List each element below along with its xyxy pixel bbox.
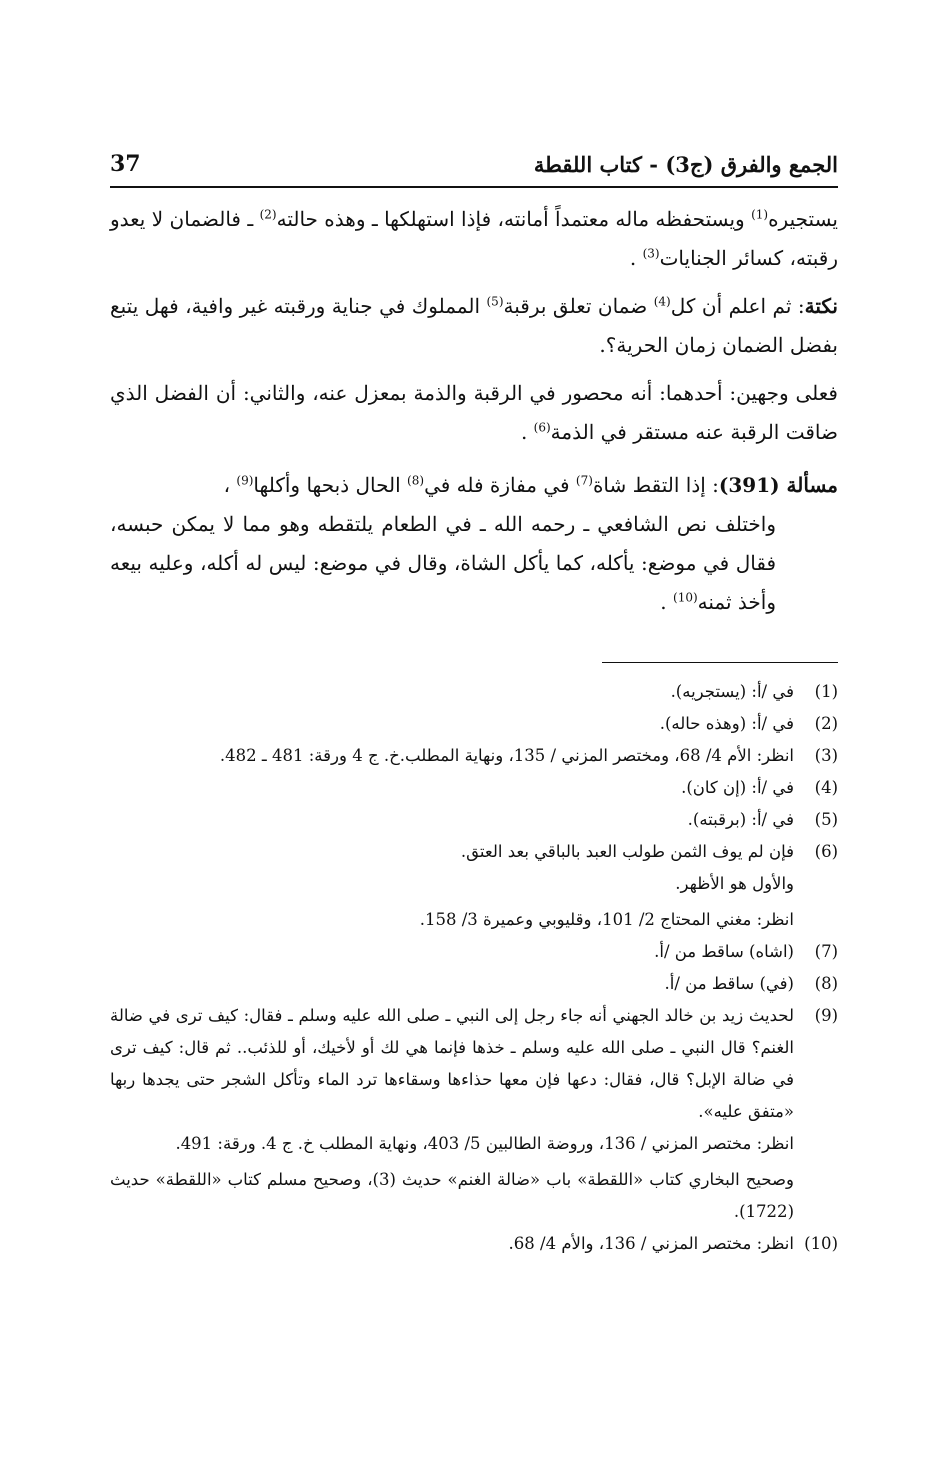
- page-header: [110, 144, 838, 184]
- book-page: [110, 0, 838, 1477]
- footnote-number: (5): [814, 810, 838, 829]
- page-number: 37: [110, 151, 141, 177]
- paragraph-3: [110, 374, 838, 452]
- paragraph-1: [110, 200, 838, 278]
- text-run: ويستحفظه ماله معتمداً أمانته، فإذا استهلكها ـ وهذه حالته: [276, 207, 752, 231]
- issue-391: [110, 466, 838, 622]
- text-run: .: [629, 246, 643, 270]
- footnote-number: (8): [814, 974, 838, 993]
- footnote-ref-8: (8): [407, 473, 425, 488]
- footnote-text: [110, 804, 794, 836]
- text-run: الحال ذبحها وأكلها: [253, 473, 408, 497]
- footnote-number: (9): [814, 1006, 838, 1025]
- footnote-number: (10): [804, 1234, 838, 1253]
- footnote-line: لحديث زيد بن خالد الجهني أنه جاء رجل إلى النبي ـ صلى الله عليه وسلم ـ فقال: كيف ترى في ضالة الغنم؟ قال النبي ـ صلى الله عليه وسلم ـ خذها فإنما هي لك أو لأخيك، أو للذئب.. ثم قال: كيف ترى في ضالة الإبل؟ قال، فقال: دعها فإن معها حذاءها وسقاءها ترد الماء وتأكل الشجر حتى يجدها ربها «متفق عليه».: [110, 1006, 794, 1121]
- text-run: واختلف نص الشافعي ـ رحمه الله ـ في الطعام يلتقطه وهو مما لا يمكن حبسه، فقال في موضع: يأكله، كما يأكل الشاة، وقال في موضع: ليس له أكله، وعليه بيعه وأخذ ثمنه: [110, 512, 776, 614]
- text-run: يستجيره: [768, 207, 838, 231]
- footnote-line: انظر: مغني المحتاج 2/ 101، وقليوبي وعميرة 3/ 158.: [419, 910, 794, 929]
- footnote-text: [110, 836, 794, 936]
- issue-label: مسألة (391): [718, 473, 838, 497]
- footnote-10: [110, 1228, 838, 1260]
- footnote-line: في /أ: (إن كان).: [681, 778, 794, 797]
- text-run: فعلى وجهين: أحدهما: أنه محصور في الرقبة والذمة بمعزل عنه، والثاني: أن الفضل الذي ضاقت الرقبة عنه مستقر في الذمة: [110, 381, 838, 444]
- footnote-text: [110, 1000, 794, 1228]
- text-run: ،: [223, 473, 237, 497]
- footnote-1: [110, 676, 838, 708]
- footnote-ref-10: (10): [673, 590, 698, 605]
- footnote-line: (اشاه) ساقط من /أ.: [654, 942, 794, 961]
- running-title: الجمع والفرق (ج3) - كتاب اللقطة: [533, 151, 838, 177]
- paragraph-2: [110, 287, 838, 365]
- footnote-4: [110, 772, 838, 804]
- main-text: [110, 200, 838, 631]
- footnote-7: [110, 936, 838, 968]
- footnote-ref-3: (3): [642, 246, 660, 261]
- footnote-5: [110, 804, 838, 836]
- footnote-text: [110, 968, 794, 1000]
- footnote-line: (في) ساقط من /أ.: [664, 974, 794, 993]
- footnote-number: (2): [814, 714, 838, 733]
- footnote-line: انظر: مختصر المزني / 136، والأم 4/ 68.: [508, 1234, 794, 1253]
- footnote-2: [110, 708, 838, 740]
- footnote-text: [110, 936, 794, 968]
- text-run: المملوك في جناية ورقبته غير وافية، فهل يتبع بفضل الضمان زمان الحرية؟.: [110, 294, 838, 357]
- footnote-ref-7: (7): [575, 473, 593, 488]
- text-run: ـ فالضمان لا يعدو رقبته، كسائر الجنايات: [110, 207, 838, 270]
- text-run: .: [660, 590, 674, 614]
- footnote-text: [110, 1228, 794, 1260]
- footnote-ref-6: (6): [533, 420, 551, 435]
- footnote-3: [110, 740, 838, 772]
- footnote-ref-9: (9): [236, 473, 254, 488]
- footnote-line: في /أ: (يستجريه).: [670, 682, 794, 701]
- issue-continuation: [110, 505, 838, 622]
- footnote-line: وصحيح البخاري كتاب «اللقطة» باب «ضالة الغنم» حديث (3)، وصحيح مسلم كتاب «اللقطة» حديث (1722).: [110, 1170, 794, 1221]
- footnote-number: (3): [814, 746, 838, 765]
- text-run: .: [520, 420, 534, 444]
- footnote-line: فإن لم يوف الثمن طولب العبد بالباقي بعد العتق.: [460, 842, 794, 861]
- footnote-line: انظر: الأم 4/ 68، ومختصر المزني / 135، ونهاية المطلب.خ. ج 4 ورقة: 481 ـ 482.: [219, 746, 794, 765]
- footnote-number: (7): [814, 942, 838, 961]
- footnote-text: [110, 772, 794, 804]
- footnote-line: والأول هو الأظهر.: [675, 874, 794, 893]
- footnote-ref-2: (2): [259, 207, 277, 222]
- footnote-ref-4: (4): [653, 294, 671, 309]
- footnote-text: [110, 676, 794, 708]
- footnote-ref-1: (1): [751, 207, 769, 222]
- nukta-term: نكتة: [804, 294, 838, 318]
- text-run: ضمان تعلق برقبة: [503, 294, 654, 318]
- text-run: : إذا التقط شاة: [592, 473, 719, 497]
- footnote-6: [110, 836, 838, 936]
- footnote-9: [110, 1000, 838, 1228]
- footnote-text: [110, 708, 794, 740]
- footnote-line: في /أ: (وهذه حاله).: [659, 714, 794, 733]
- footnote-line: انظر: مختصر المزني / 136، وروضة الطالبين 5/ 403، ونهاية المطلب خ. ج 4. ورقة: 491.: [175, 1134, 794, 1153]
- footnote-rule: [602, 662, 838, 663]
- text-run: في مفازة فله في: [424, 473, 576, 497]
- text-run: : ثم اعلم أن كل: [670, 294, 805, 318]
- footnote-number: (1): [814, 682, 838, 701]
- footnote-8: [110, 968, 838, 1000]
- footnote-number: (4): [814, 778, 838, 797]
- footnote-line: في /أ: (برقبته).: [687, 810, 794, 829]
- footnote-text: [110, 740, 794, 772]
- footnote-number: (6): [814, 842, 838, 861]
- header-rule: [110, 186, 838, 188]
- footnotes: [110, 676, 838, 1260]
- footnote-ref-5: (5): [486, 294, 504, 309]
